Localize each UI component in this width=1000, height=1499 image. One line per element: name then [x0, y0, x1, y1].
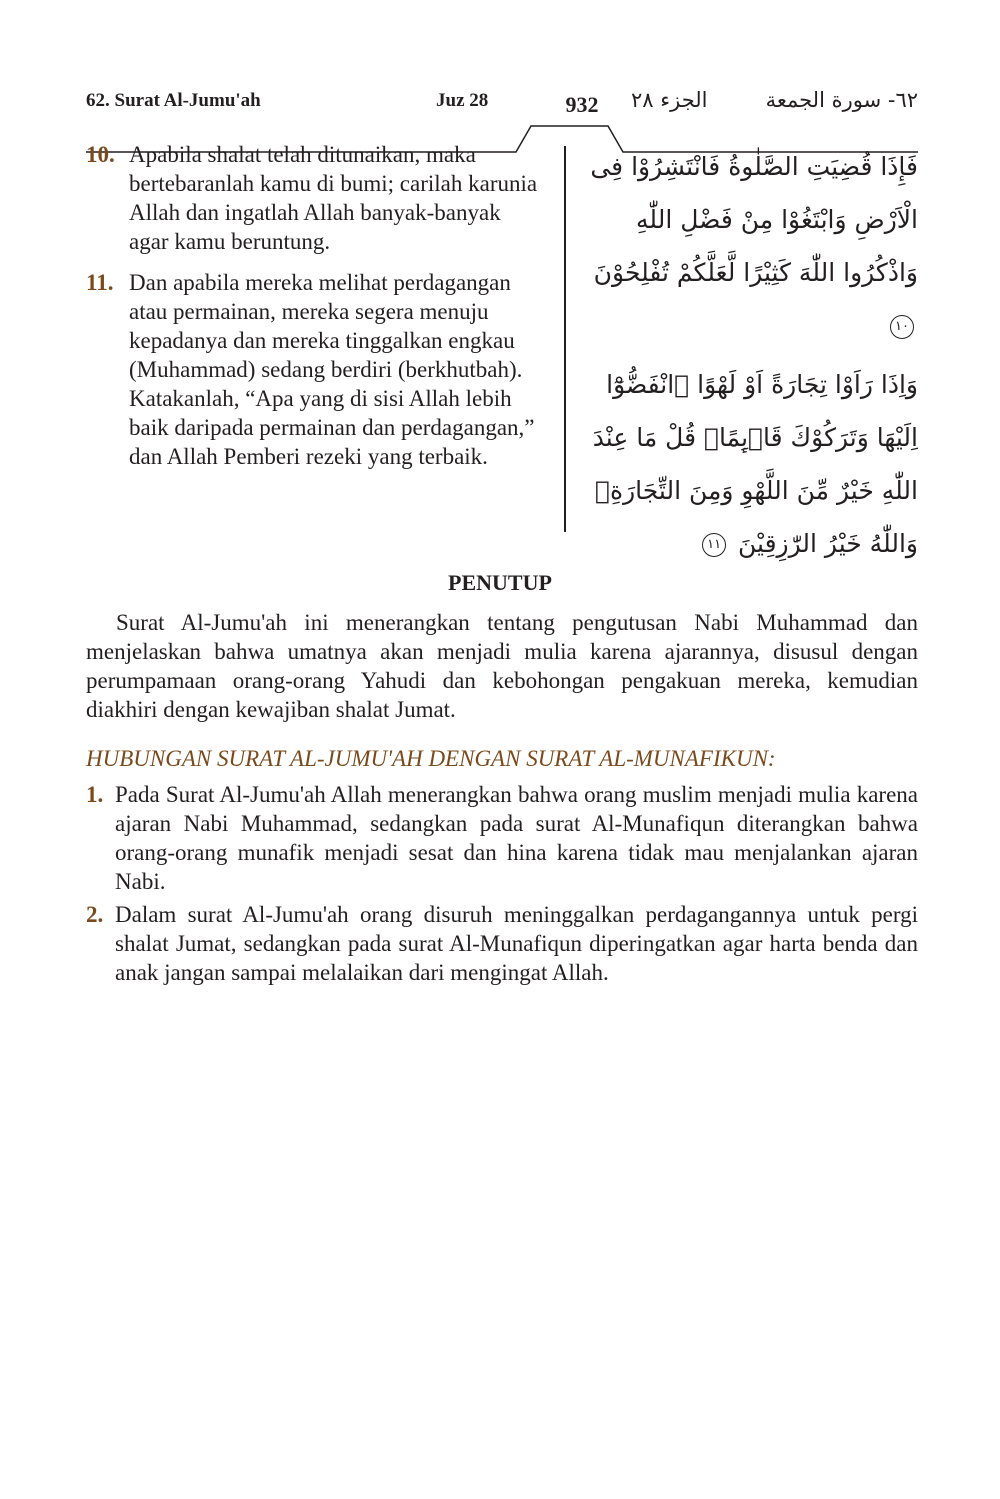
arabic-text: فَإِذَا قُضِيَتِ الصَّلٰوةُ فَانْتَشِرُوْا فِى الْاَرْضِ وَابْتَغُوْا مِنْ فَضْلِ اللّٰهِ وَاذْكُرُوا اللّٰهَ كَثِيْرًا لَّعَلَّكُمْ تُفْلِحُوْنَ — [590, 152, 918, 287]
surah-title-arabic: ٦٢- سورة الجمعة — [765, 88, 918, 112]
page-header — [86, 88, 918, 128]
translation-column — [86, 140, 546, 483]
penutup-paragraph: Surat Al-Jumu'ah ini menerangkan tentang pengutusan Nabi Muhammad dan menjelaskan bahwa umatnya akan menjadi mulia karena ajarannya, disusul dengan perumpamaan orang-orang Yahudi dan kebohongan pengakuan mereka, kemudian diakhiri dengan kewajiban shalat Jumat. — [86, 610, 918, 722]
hubungan-heading: HUBUNGAN SURAT AL-JUMU'AH DENGAN SURAT AL-MUNAFIKUN: — [86, 746, 776, 771]
page-number: 932 — [565, 92, 599, 117]
verse-text: Dan apabila mereka melihat perdagangan atau permainan, mereka segera menuju kepadanya dan mereka tinggalkan engkau (Muhammad) sedang berdiri (berkhutbah). Katakanlah, “Apa yang di sisi Allah lebih baik daripada permainan dan perdagangan,” dan Allah Pemberi rezeki yang terbaik. — [129, 270, 535, 469]
list-item — [86, 780, 918, 896]
arabic-verse — [586, 140, 918, 352]
ayah-end-marker: ١٠ — [890, 315, 914, 339]
surah-title-latin: 62. Surat Al-Jumu'ah — [86, 90, 261, 111]
list-item-number: 2. — [86, 902, 104, 927]
column-divider — [564, 146, 566, 532]
arabic-text: وَاِذَا رَاَوْا تِجَارَةً اَوْ لَهْوًا ࣙانْفَضُّوْٓا اِلَيْهَا وَتَرَكُوْكَ قَاۤىِٕمًاۗ قُلْ مَا عِنْدَ اللّٰهِ خَيْرٌ مِّنَ اللَّهْوِ وَمِنَ التِّجَارَةِۗ وَاللّٰهُ خَيْرُ الرّٰزِقِيْنَ — [592, 370, 918, 558]
arabic-verse — [586, 358, 918, 570]
verse-number: 11. — [86, 270, 114, 295]
verse-text: Apabila shalat telah ditunaikan, maka bertebaranlah kamu di bumi; carilah karunia Allah dan ingatlah Allah banyak-banyak agar kamu beruntung. — [129, 142, 538, 254]
juz-label-latin: Juz 28 — [436, 90, 489, 111]
verse-translation — [86, 140, 546, 256]
list-item-text: Pada Surat Al-Jumu'ah Allah menerangkan bahwa orang muslim menjadi mulia karena ajaran Nabi Muhammad, sedangkan pada surat Al-Munafiqun diterangkan bahwa orang-orang munafik menjadi sesat dan hina karena tidak mau menjalankan ajaran Nabi. — [115, 782, 918, 894]
verse-number: 10. — [86, 142, 115, 167]
verse-translation — [86, 268, 546, 471]
ayah-end-marker: ١١ — [702, 533, 726, 557]
penutup-heading: PENUTUP — [448, 570, 552, 595]
verses-section — [86, 140, 918, 558]
arabic-column — [586, 140, 918, 576]
hubungan-list — [86, 780, 918, 991]
list-item-text: Dalam surat Al-Jumu'ah orang disuruh meninggalkan perdagangannya untuk pergi shalat Jumat, sedangkan pada surat Al-Munafiqun diperingatkan agar harta benda dan anak jangan sampai melalaikan dari mengingat Allah. — [115, 902, 918, 985]
list-item-number: 1. — [86, 782, 104, 807]
list-item — [86, 900, 918, 987]
juz-label-arabic: الجزء ٢٨ — [631, 88, 708, 112]
